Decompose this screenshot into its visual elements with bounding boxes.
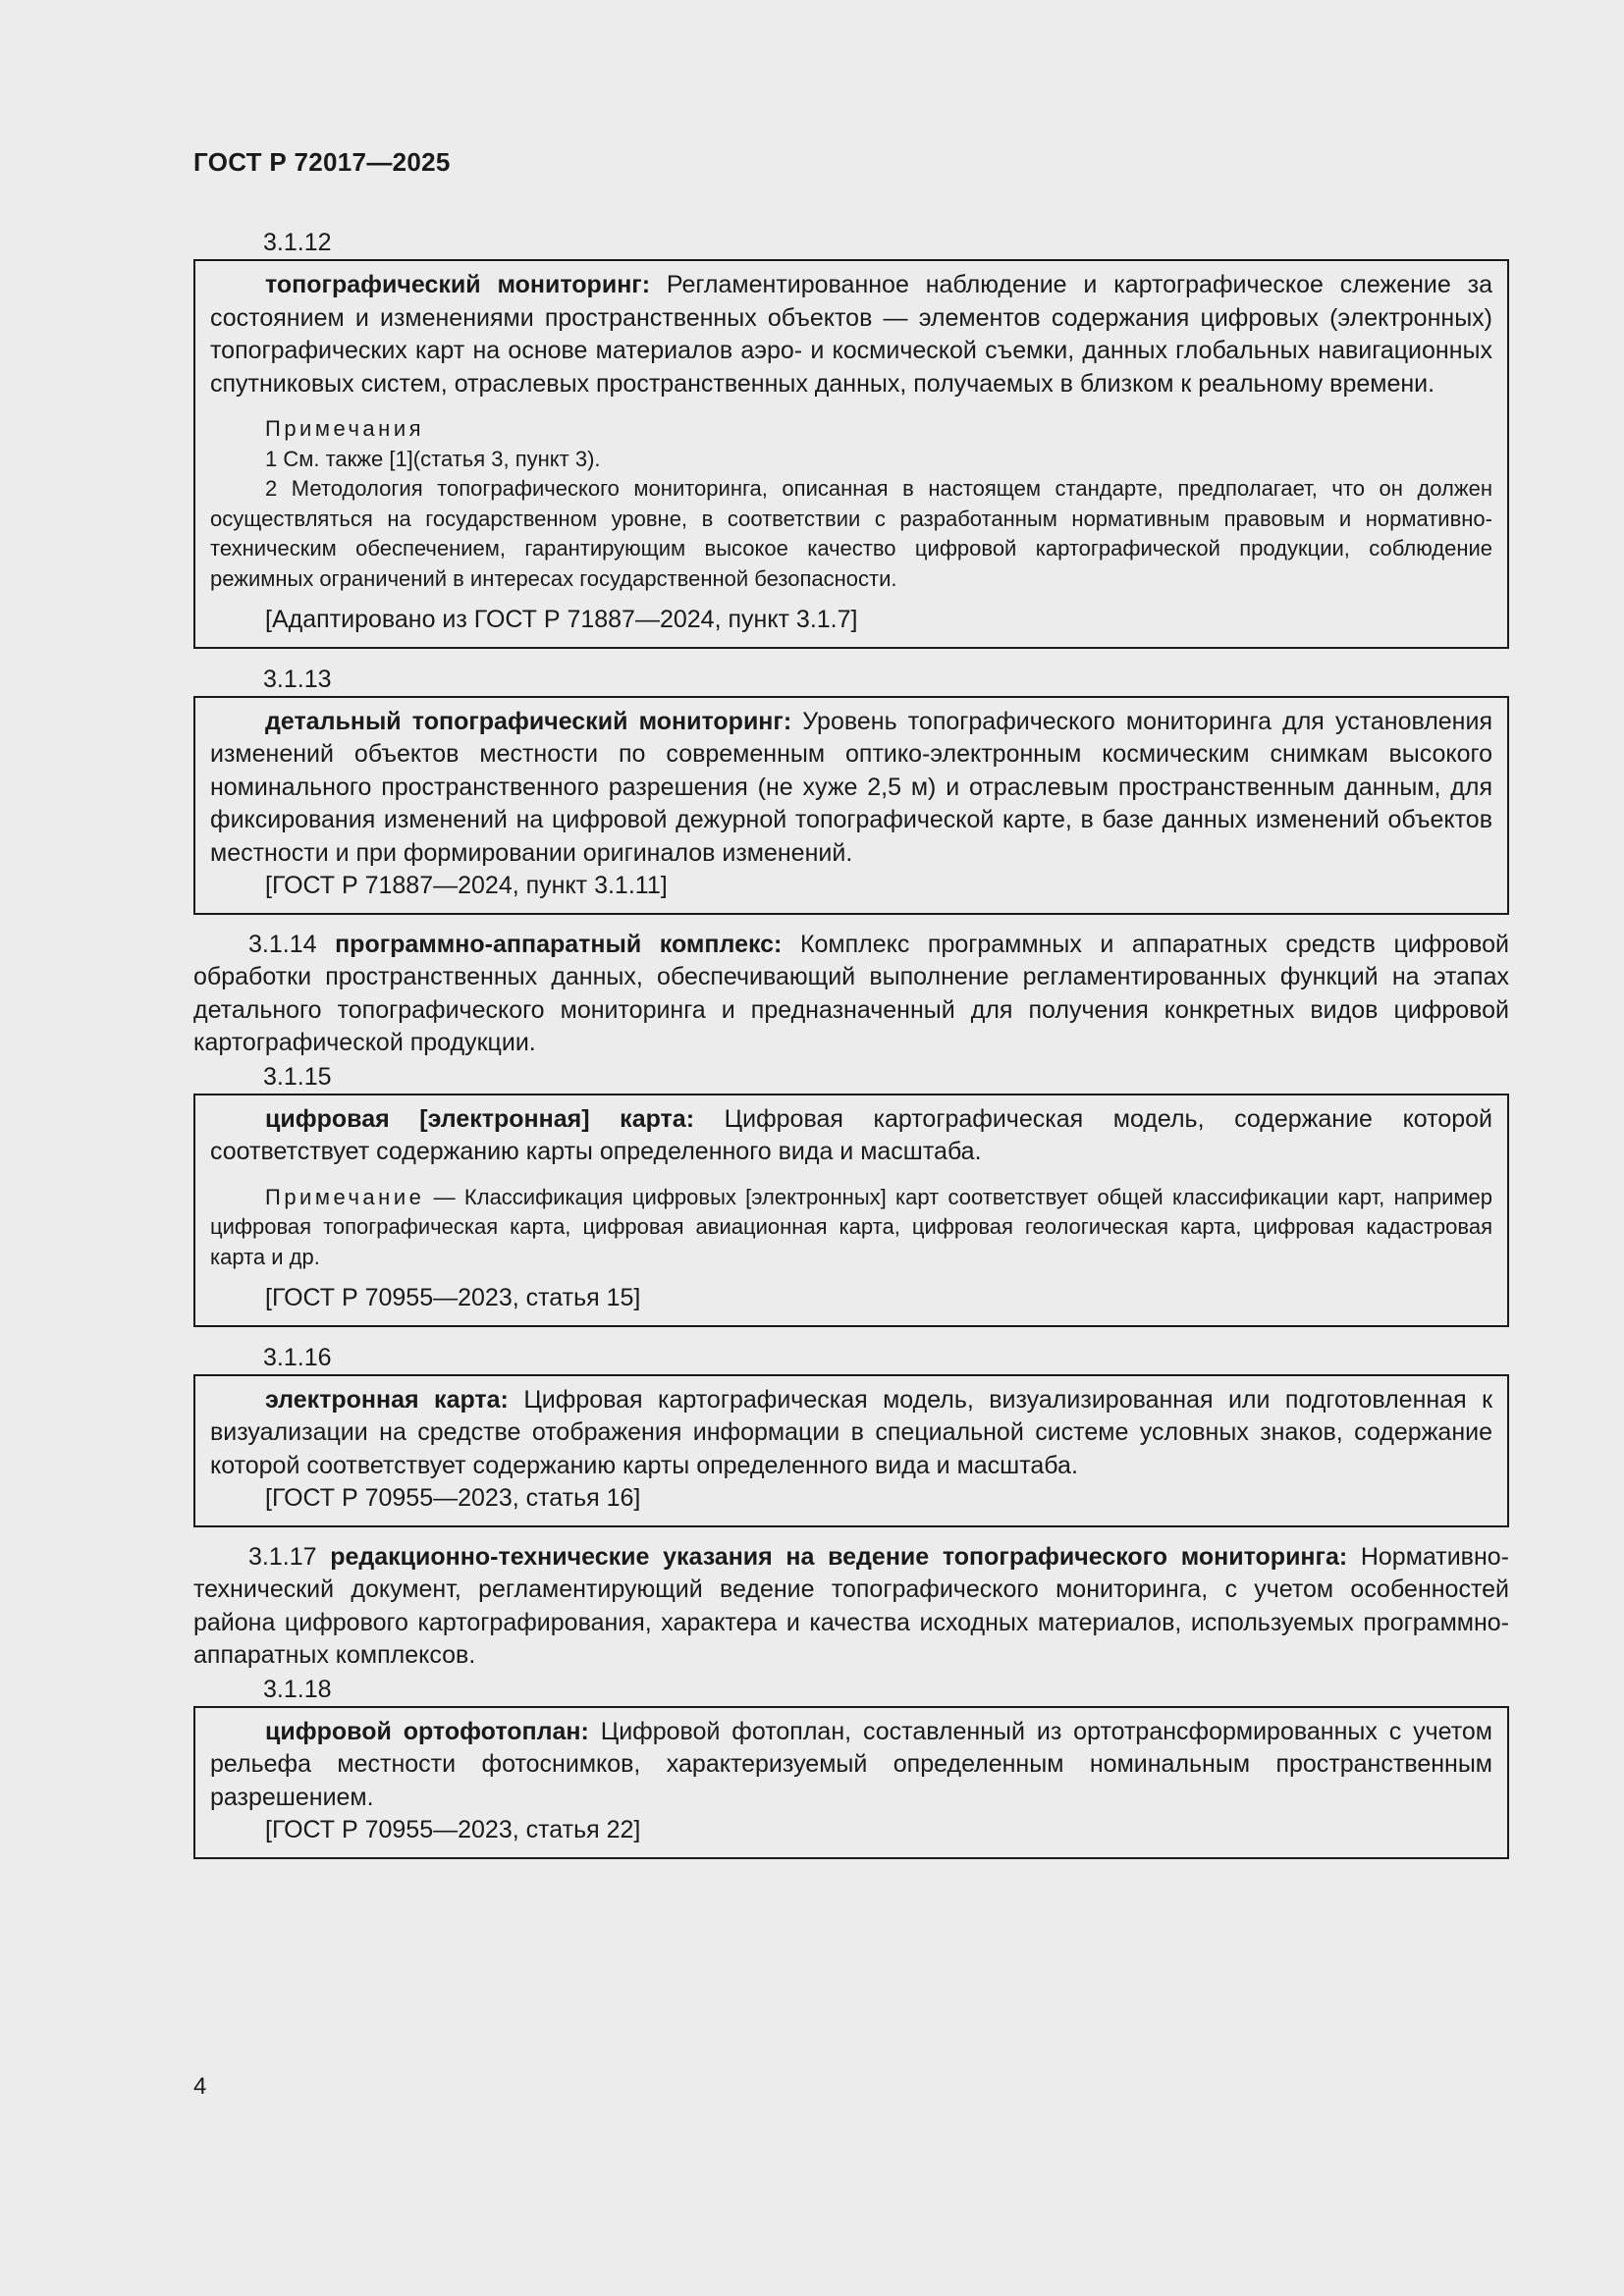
- note-item: 1 См. также [1](статья 3, пункт 3).: [265, 446, 601, 471]
- notes-block: [210, 1183, 1492, 1273]
- term-source: [ГОСТ Р 70955—2023, статья 15]: [265, 1284, 641, 1311]
- term-number: 3.1.14: [248, 930, 317, 958]
- term-box: [193, 1094, 1509, 1327]
- term-definition: Регламентированное наблюдение и картографическое слежение за состоянием и изменениями пространственных объектов — элементов содержания цифровых (электронных) топографических карт на основе материалов аэро- и космической съемки, данных глобальных навигационных спутниковых систем, отраслевых пространственных данных, получаемых в близком к реальному времени.: [210, 271, 1492, 398]
- term-source: [ГОСТ Р 70955—2023, статья 22]: [265, 1816, 641, 1843]
- term-name: детальный топографический мониторинг:: [265, 707, 792, 735]
- term-box: [193, 1706, 1509, 1859]
- term-paragraph: [210, 1103, 1492, 1169]
- term-name: программно-аппаратный комплекс:: [335, 930, 783, 958]
- term-definition: Уровень топографического мониторинга для установления изменений объектов местности по современным оптико-электронным космическим снимкам высокого номинального пространственного разрешения (не хуже 2,5 м) и отраслевым пространственным данным, для фиксирования изменений на цифровой дежурной топографической карте, в базе данных изменений объектов местности и при формировании оригиналов изменений.: [210, 707, 1492, 867]
- term-number: 3.1.13: [263, 665, 332, 693]
- term-box: [193, 259, 1509, 649]
- term-name: топографический мониторинг:: [265, 271, 651, 298]
- term-paragraph: [210, 269, 1492, 400]
- term-paragraph: [210, 1384, 1492, 1483]
- term-number: 3.1.17: [248, 1542, 317, 1571]
- term-box: [193, 696, 1509, 915]
- note-text: — Классификация цифровых [электронных] карт соответствует общей классификации карт, например цифровая топографическая карта, цифровая авиационная карта, цифровая геологическая карта, цифровая кадастровая карта и др.: [210, 1184, 1492, 1269]
- term-definition: Комплекс программных и аппаратных средств цифровой обработки пространственных данных, обеспечивающий выполнение регламентированных функций на этапах детального топографического мониторинга и предназначенный для получения конкретных видов цифровой картографической продукции.: [193, 930, 1509, 1056]
- term-paragraph: [210, 1716, 1492, 1815]
- page-number: 4: [193, 2073, 207, 2100]
- term-name: редакционно-технические указания на ведение топографического мониторинга:: [330, 1542, 1348, 1571]
- term-name: цифровой ортофотоплан:: [265, 1717, 589, 1745]
- term-definition: Нормативно-технический документ, регламентирующий ведение топографического мониторинга, с учетом особенностей района цифрового картографирования, характера и качества исходных материалов, используемых программно-аппаратных комплексов.: [193, 1542, 1509, 1669]
- note-label: Примечание: [265, 1184, 425, 1209]
- term-number: 3.1.12: [263, 229, 332, 256]
- term-box: [193, 1374, 1509, 1527]
- note-item: [210, 1183, 1492, 1273]
- note-item: 2 Методология топографического мониторинга, описанная в настоящем стандарте, предполагает, что он должен осуществляться на государственном уровне, в соответствии с разработанным нормативным правовым и нормативно-техническим обеспечением, гарантирующим высокое качество цифровой картографической продукции, соблюдение режимных ограничений в интересах государственной безопасности.: [210, 476, 1492, 591]
- term-paragraph: [193, 929, 1509, 1060]
- term-definition: Цифровая картографическая модель, содержание которой соответствует содержанию карты определенного вида и масштаба.: [210, 1104, 1492, 1165]
- term-number: 3.1.15: [263, 1062, 332, 1091]
- notes-block: [210, 414, 1492, 594]
- term-definition: Цифровой фотоплан, составленный из ортотрансформированных с учетом рельефа местности фотоснимков, характеризуемый определенным номинальным пространственным разрешением.: [210, 1717, 1492, 1811]
- term-paragraph: [210, 706, 1492, 871]
- term-source: [Адаптировано из ГОСТ Р 71887—2024, пункт 3.1.7]: [265, 606, 858, 633]
- terms-section: [193, 226, 1509, 1873]
- term-source: [ГОСТ Р 71887—2024, пункт 3.1.11]: [265, 872, 668, 899]
- term-source: [ГОСТ Р 70955—2023, статья 16]: [265, 1484, 641, 1512]
- term-number: 3.1.18: [263, 1675, 332, 1703]
- term-definition: Цифровая картографическая модель, визуализированная или подготовленная к визуализации на средстве отображения информации в специальной системе условных знаков, содержание которой соответствует содержанию карты определенного вида и масштаба.: [210, 1385, 1492, 1479]
- term-number: 3.1.16: [263, 1343, 332, 1371]
- term-name: цифровая [электронная] карта:: [265, 1104, 695, 1133]
- term-paragraph: [193, 1541, 1509, 1673]
- document-header: ГОСТ Р 72017—2025: [193, 147, 451, 177]
- term-name: электронная карта:: [265, 1385, 509, 1414]
- notes-title: Примечания: [265, 416, 425, 441]
